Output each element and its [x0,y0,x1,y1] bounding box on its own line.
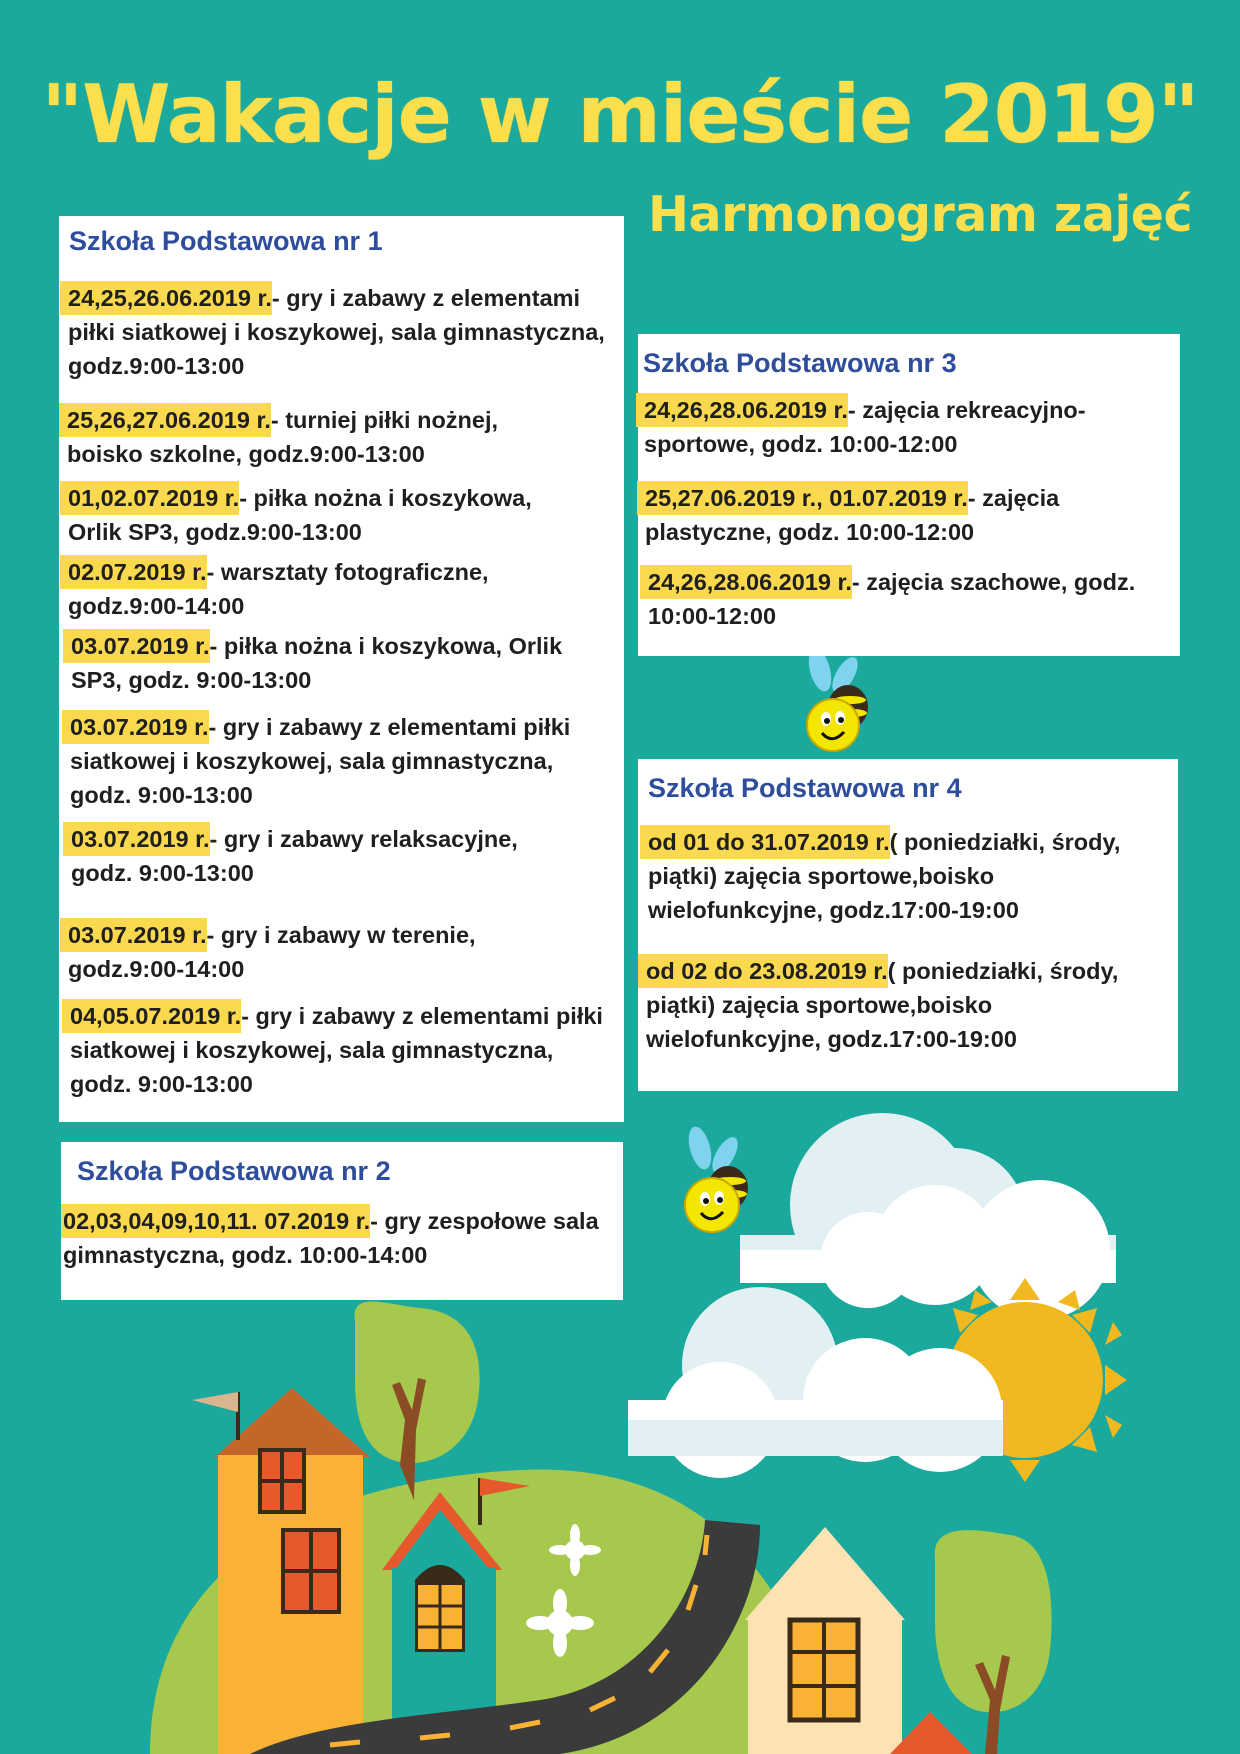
entry-date: 24,25,26.06.2019 r. [60,281,272,315]
list-item [68,918,548,986]
school-1-title: Szkoła Podstawowa nr 1 [69,226,383,256]
list-item [67,403,537,471]
entry-text: - gry i zabawy w terenie, godz.9:00-14:00 [68,922,476,982]
panel-school-1 [59,216,624,1122]
cloud-icon [628,1287,1003,1478]
entry-date: 01,02.07.2019 r. [60,481,239,515]
poster-subtitle: Harmonogram zajęć [648,186,1193,243]
tree-icon [935,1530,1052,1754]
list-item [70,999,610,1101]
list-item [68,555,588,623]
entry-text: - piłka nożna i koszykowa, Orlik SP3, godz. 9:00-13:00 [71,633,563,693]
entry-date: 04,05.07.2019 r. [62,999,241,1033]
list-item [646,954,1166,1056]
school-3-title: Szkoła Podstawowa nr 3 [643,348,957,378]
school-4-title: Szkoła Podstawowa nr 4 [648,773,962,803]
entry-text: - zajęcia szachowe, godz. 10:00-12:00 [648,569,1136,629]
entry-text: ( poniedziałki, środy, piątki) zajęcia sportowe,boisko wielofunkcyjne, godz.17:00-19:00 [648,829,1121,923]
entry-text: - zajęcia plastyczne, godz. 10:00-12:00 [645,485,1060,545]
entry-text: - gry zespołowe sala gimnastyczna, godz. 10:00-14:00 [63,1208,599,1268]
entry-text: ( poniedziałki, środy, piątki) zajęcia sportowe,boisko wielofunkcyjne, godz.17:00-19:00 [646,958,1119,1052]
bee-icon [805,646,868,751]
panel-school-2 [61,1142,623,1300]
entry-text: - turniej piłki nożnej, boisko szkolne, godz.9:00-13:00 [67,407,499,467]
list-item [70,710,615,812]
house-icon [192,1388,370,1754]
entry-date: 03.07.2019 r. [60,918,207,952]
entry-date: od 01 do 31.07.2019 r. [640,825,890,859]
entry-date: 24,26,28.06.2019 r. [636,393,848,427]
list-item [644,393,1149,461]
entry-date: 25,26,27.06.2019 r. [59,403,271,437]
panel-school-4 [638,759,1178,1091]
tree-icon [355,1302,480,1500]
entry-date: 03.07.2019 r. [63,629,210,663]
list-item [63,1204,603,1272]
school-2-title: Szkoła Podstawowa nr 2 [77,1156,391,1186]
entry-date: od 02 do 23.08.2019 r. [638,954,888,988]
bee-icon [685,1124,748,1232]
entry-text: - piłka nożna i koszykowa, Orlik SP3, godz.9:00-13:00 [68,485,532,545]
list-item [71,629,611,697]
cloud-icon [740,1113,1116,1320]
list-item [645,481,1150,549]
entry-text: - gry i zabawy z elementami piłki siatkowej i koszykowej, sala gimnastyczna, godz.9:00-13:00 [68,285,605,379]
list-item [71,822,581,890]
list-item [648,825,1168,927]
entry-text: - zajęcia rekreacyjno-sportowe, godz. 10:00-12:00 [644,397,1086,457]
entry-text: - gry i zabawy z elementami piłki siatkowej i koszykowej, sala gimnastyczna, godz. 9:00-13:00 [70,1003,603,1097]
entry-text: - gry i zabawy relaksacyjne, godz. 9:00-13:00 [71,826,518,886]
entry-date: 02.07.2019 r. [60,555,207,589]
list-item [68,281,616,383]
poster-title: "Wakacje w mieście 2019" [41,68,1199,161]
list-item [68,481,588,549]
panel-school-3 [638,334,1180,656]
entry-date: 03.07.2019 r. [63,822,210,856]
entry-date: 25,27.06.2019 r., 01.07.2019 r. [637,481,968,515]
list-item [648,565,1153,633]
entry-date: 03.07.2019 r. [62,710,209,744]
entry-date: 02,03,04,09,10,11. 07.2019 r. [61,1204,370,1238]
entry-text: - gry i zabawy z elementami piłki siatkowej i koszykowej, sala gimnastyczna, godz. 9:00-13:00 [70,714,571,808]
entry-text: - warsztaty fotograficzne, godz.9:00-14:00 [68,559,489,619]
entry-date: 24,26,28.06.2019 r. [640,565,852,599]
